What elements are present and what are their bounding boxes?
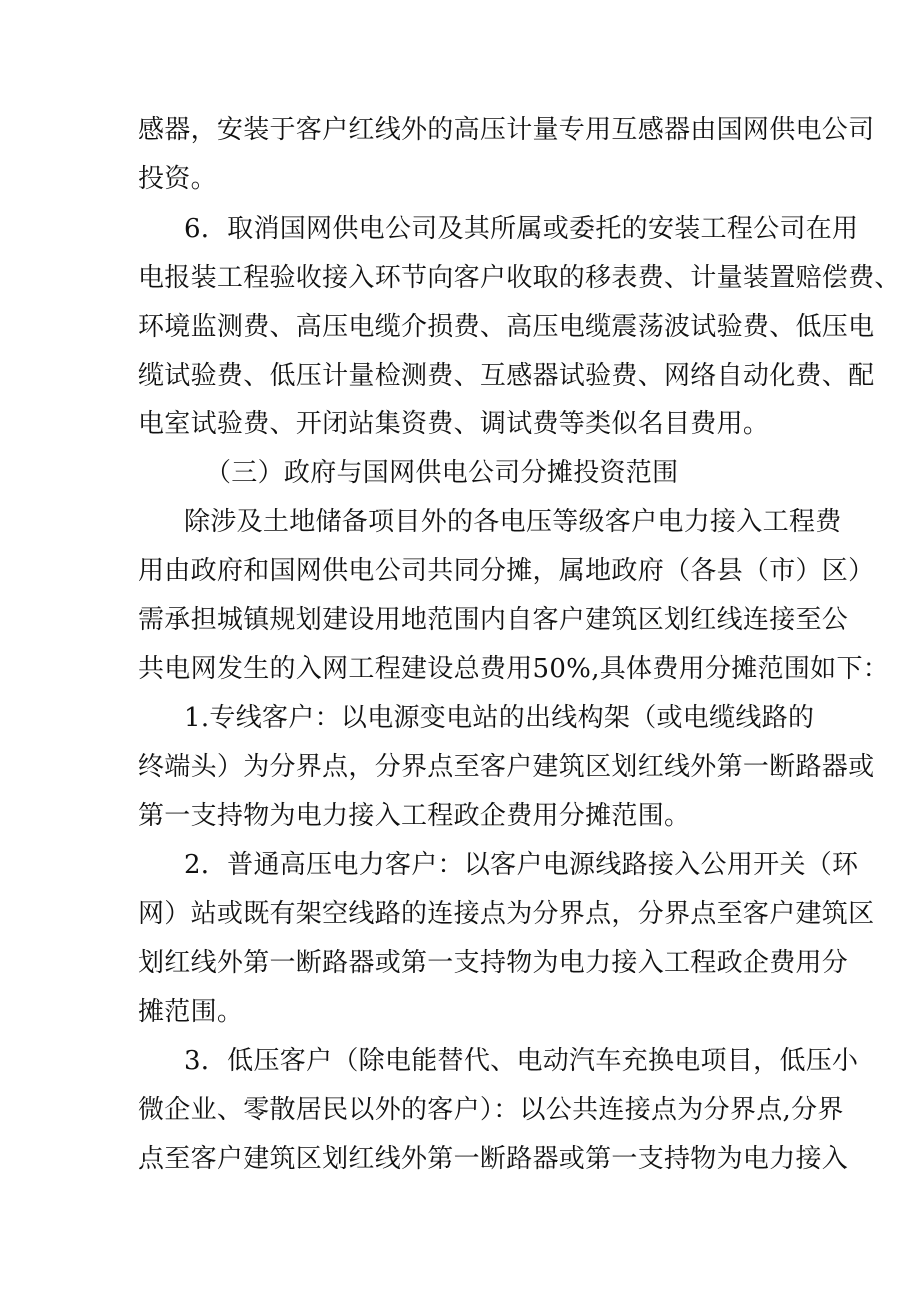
- paragraph-line: 用由政府和国网供电公司共同分摊，属地政府（各县（市）区）: [138, 556, 875, 586]
- paragraph-line: 1.专线客户：以电源变电站的出线构架（或电缆线路的: [184, 703, 815, 733]
- paragraph-line: 微企业、零散居民以外的客户）：以公共连接点为分界点,分界: [138, 1095, 844, 1125]
- paragraph-line: 环境监测费、高压电缆介损费、高压电缆震荡波试验费、低压电: [138, 312, 875, 342]
- paragraph-line: 需承担城镇规划建设用地范围内自客户建筑区划红线连接至公: [138, 605, 849, 635]
- paragraph-line: 网）站或既有架空线路的连接点为分界点，分界点至客户建筑区: [138, 899, 875, 929]
- paragraph-line: 除涉及土地储备项目外的各电压等级客户电力接入工程费: [184, 507, 842, 537]
- paragraph-line: 划红线外第一断路器或第一支持物为电力接入工程政企费用分: [138, 948, 849, 978]
- paragraph-line: 摊范围。: [138, 997, 244, 1027]
- paragraph-line: 点至客户建筑区划红线外第一断路器或第一支持物为电力接入: [138, 1144, 849, 1174]
- paragraph-line: 3．低压客户（除电能替代、电动汽车充换电项目，低压小: [184, 1046, 859, 1076]
- paragraph-line: 6．取消国网供电公司及其所属或委托的安装工程公司在用: [184, 214, 859, 244]
- paragraph-line: 共电网发生的入网工程建设总费用50%,具体费用分摊范围如下：: [138, 654, 890, 684]
- paragraph-line: 投资。: [138, 164, 217, 194]
- paragraph-line: 电报装工程验收接入环节向客户收取的移表费、计量装置赔偿费、: [138, 263, 901, 293]
- paragraph-line: 电室试验费、开闭站集资费、调试费等类似名目费用。: [138, 409, 770, 439]
- paragraph-line: 第一支持物为电力接入工程政企费用分摊范围。: [138, 801, 691, 831]
- paragraph-line: 2．普通高压电力客户：以客户电源线路接入公用开关（环: [184, 850, 859, 880]
- paragraph-line: 感器，安装于客户红线外的高压计量专用互感器由国网供电公司: [138, 115, 875, 145]
- paragraph-line: 终端头）为分界点，分界点至客户建筑区划红线外第一断路器或: [138, 752, 875, 782]
- paragraph-line: 缆试验费、低压计量检测费、互感器试验费、网络自动化费、配: [138, 361, 875, 391]
- section-heading: （三）政府与国网供电公司分摊投资范围: [205, 458, 679, 488]
